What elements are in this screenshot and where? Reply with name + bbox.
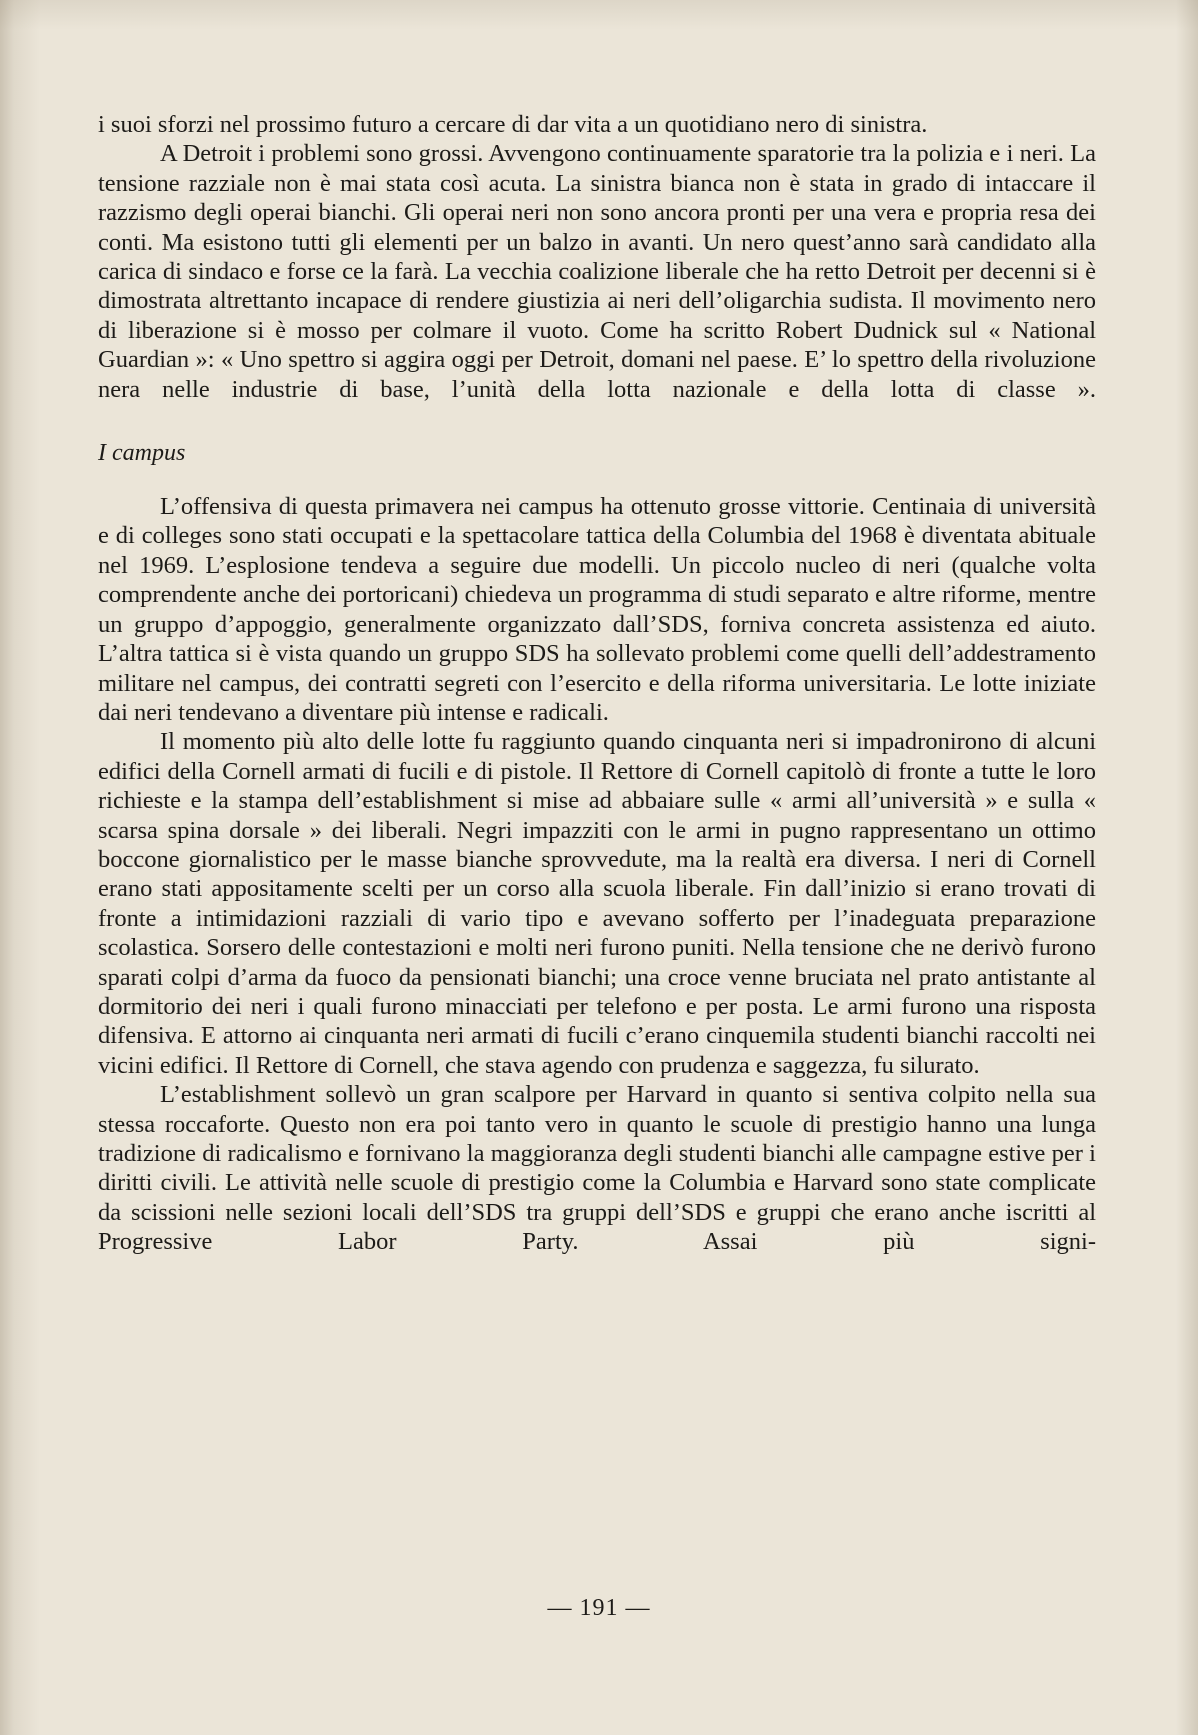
paragraph-harvard: L’establishment sollevò un gran scalpore per Harvard in quanto si sentiva colpito nella sua stessa roccaforte. Questo non era poi tanto vero in quanto le scuole di prestigio hanno una lunga tradizione di radicalismo e fornivano la maggioranza degli studenti bianchi alle campagne estive per i diritti civili. Le attività nelle scuole di prestigio come la Columbia e Harvard sono state complicate da scissioni nelle sezioni locali dell’SDS tra gruppi dell’SDS e gruppi che erano anche iscritti al Progressive Labor Party. Assai più signi- [98,1081,1096,1256]
paragraph-continuation: i suoi sforzi nel prossimo futuro a cercare di dar vita a un quotidiano nero di sinistra. [98,111,928,138]
section-heading-campus: I campus [98,440,186,467]
page-number: — 191 — [547,1595,651,1621]
paragraph-campus-offensive: L’offensiva di questa primavera nei campus ha ottenuto grosse vittorie. Centinaia di università e di colleges sono stati occupati e la spettacolare tattica della Columbia del 1968 è diventata abituale nel 1969. L’esplosione tendeva a seguire due modelli. Un piccolo nucleo di neri (qualche volta comprendente anche dei portoricani) chiedeva un programma di studi separato e altre riforme, mentre un gruppo d’appoggio, generalmente organizzato dall’SDS, forniva concreta assistenza ed aiuto. L’altra tattica si è vista quando un gruppo SDS ha sollevato problemi come quelli dell’addestramento militare nel campus, dei contratti segreti con l’esercito e della riforma universitaria. Le lotte iniziate dai neri tendevano a diventare più intense e radicali. [98,493,1096,726]
paragraph-cornell: Il momento più alto delle lotte fu raggiunto quando cinquanta neri si impadronirono di alcuni edifici della Cornell armati di fucili e di pistole. Il Rettore di Cornell capitolò di fronte a tutte le loro richieste e la stampa dell’establishment si mise ad abbaiare sulle « armi all’università » e sulla « scarsa spina dorsale » dei liberali. Negri impazziti con le armi in pugno rappresentano un ottimo boccone giornalistico per le masse bianche sprovvedute, ma la realtà era diversa. I neri di Cornell erano stati appositamente scelti per un corso alla scuola liberale. Fin dall’inizio si erano trovati di fronte a intimidazioni razziali di vario tipo e avevano sofferto per l’inadeguata preparazione scolastica. Sorsero delle contestazioni e molti neri furono puniti. Nella tensione che ne derivò furono sparati colpi d’arma da fuoco da pensionati bianchi; una croce venne bruciata nel prato antistante al dormitorio dei neri i quali furono minacciati per telefono e per posta. Le armi furono una risposta difensiva. E attorno ai cinquanta neri armati di fucili c’erano cinquemila studenti bianchi raccolti nei vicini edifici. Il Rettore di Cornell, che stava agendo con prudenza e saggezza, fu silurato. [98,728,1096,1079]
paragraph-detroit: A Detroit i problemi sono grossi. Avvengono continuamente sparatorie tra la polizia e i neri. La tensione razziale non è mai stata così acuta. La sinistra bianca non è stata in grado di intaccare il razzismo degli operai bianchi. Gli operai neri non sono ancora pronti per una vera e propria resa dei conti. Ma esistono tutti gli elementi per un balzo in avanti. Un nero quest’anno sarà candidato alla carica di sindaco e forse ce la farà. La vecchia coalizione liberale che ha retto Detroit per decenni si è dimostrata altrettanto incapace di rendere giustizia ai neri dell’oligarchia sudista. Il movimento nero di liberazione si è mosso per colmare il vuoto. Come ha scritto Robert Dudnick sul « National Guardian »: « Uno spettro si aggira oggi per Detroit, domani nel paese. E’ lo spettro della rivoluzione nera nelle industrie di base, l’unità della lotta nazionale e della lotta di classe ». [98,140,1096,403]
page-body [98,110,1096,1257]
